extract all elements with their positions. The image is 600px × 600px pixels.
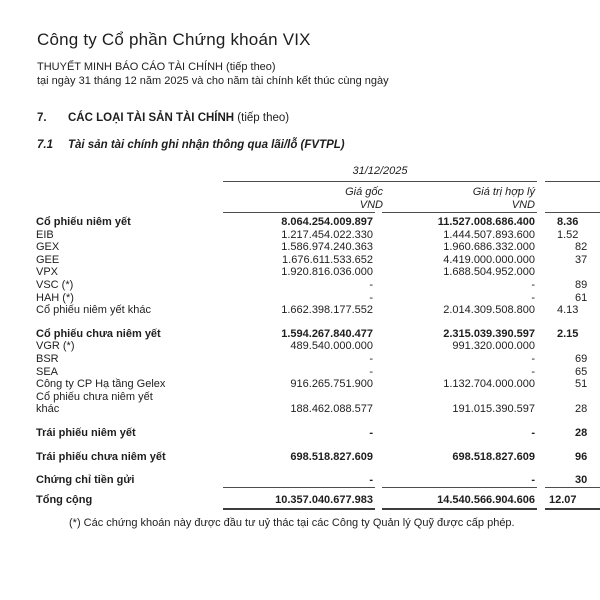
cell-value: 1.960.686.332.000 [443, 241, 535, 254]
column-rule-3 [545, 212, 600, 213]
table-row [36, 340, 600, 353]
cell-value: 191.015.390.597 [452, 403, 535, 416]
table-row [36, 488, 600, 511]
cell-value: 28 [575, 426, 588, 439]
cell-value: 12.07 [545, 494, 600, 511]
row-label: Trái phiếu niêm yết [36, 426, 136, 439]
table-row [36, 304, 600, 317]
column-rule-1 [223, 212, 375, 213]
footnote: (*) Các chứng khoán này được đầu tư uỷ thác tại các Công ty Quản lý Quỹ được cấp phép. [69, 517, 515, 529]
cell-value: 69 [575, 352, 588, 365]
section-heading [37, 112, 289, 124]
cell-value: 1.586.974.240.363 [281, 241, 373, 254]
section-suffix: (tiếp theo) [234, 112, 290, 124]
row-label: GEE [36, 253, 60, 266]
cell-value: - [369, 352, 373, 365]
row-label: GEX [36, 241, 60, 254]
subsection-number: 7.1 [37, 139, 53, 151]
report-date-line: tại ngày 31 tháng 12 năm 2025 và cho năm tài chính kết thúc cùng ngày [37, 75, 389, 87]
section-number: 7. [37, 112, 47, 124]
column-rule-2 [382, 212, 537, 213]
table-row [36, 254, 600, 267]
table-row [36, 463, 600, 488]
cell-value: 1.920.816.036.000 [281, 266, 373, 279]
cell-value: - [223, 474, 375, 488]
cell-value: 82 [575, 241, 588, 254]
cell-value: 11.527.008.686.400 [437, 216, 535, 228]
cell-value: 1.132.704.000.000 [443, 378, 535, 391]
cell-value: - [382, 474, 537, 488]
cell-value: 991.320.000.000 [452, 340, 535, 353]
cell-value: - [369, 278, 373, 291]
cell-value: 10.357.040.677.983 [223, 494, 375, 511]
company-name: Công ty Cổ phần Chứng khoán VIX [37, 30, 311, 49]
row-label: Trái phiếu chưa niêm yết [36, 450, 166, 463]
table-row [36, 378, 600, 391]
table-row [36, 292, 600, 305]
cell-value: 1.52 [557, 228, 579, 241]
cell-value: 30 [545, 474, 600, 488]
section-title: CÁC LOẠI TÀI SẢN TÀI CHÍNH [68, 112, 235, 124]
report-subtitle: THUYẾT MINH BÁO CÁO TÀI CHÍNH (tiếp theo) [37, 61, 276, 73]
cell-value: 14.540.566.904.606 [382, 494, 537, 511]
table-row [36, 391, 600, 416]
row-label: Công ty CP Hạ tầng Gelex [36, 378, 166, 391]
cell-value: 698.518.827.609 [452, 450, 535, 463]
cell-value: 1.594.267.840.477 [281, 327, 373, 340]
cell-value: 2.014.309.508.800 [443, 304, 535, 317]
table-row [36, 317, 600, 341]
row-label: Tổng cộng [36, 493, 93, 506]
header-rule-col3 [545, 181, 600, 182]
cell-value: - [531, 365, 535, 378]
table-row [36, 440, 600, 464]
table-row [36, 279, 600, 292]
cell-value: 489.540.000.000 [290, 340, 373, 353]
table-row [36, 416, 600, 440]
table-row [36, 353, 600, 366]
cell-value: 89 [575, 278, 588, 291]
cell-value: 1.676.611.533.652 [282, 253, 373, 266]
table-date-header: 31/12/2025 [352, 165, 408, 177]
header-rule [223, 181, 537, 182]
cell-value: 51 [575, 378, 588, 391]
cell-value: 61 [575, 291, 588, 304]
table-row [36, 266, 600, 279]
cell-value: - [531, 278, 535, 291]
cell-value: 1.217.454.022.330 [281, 228, 373, 241]
table-row [36, 229, 600, 242]
cell-value: 916.265.751.900 [290, 378, 373, 391]
cell-value: 8.064.254.009.897 [281, 216, 373, 228]
cell-value: 1.662.398.177.552 [281, 304, 373, 317]
cell-value: 37 [575, 253, 588, 266]
cell-value: - [369, 426, 373, 439]
cell-value: 4.419.000.000.000 [443, 253, 535, 266]
financial-assets-table [36, 216, 600, 510]
table-row [36, 366, 600, 379]
table-row [36, 241, 600, 254]
row-label: VGR (*) [36, 340, 75, 353]
row-label: VSC (*) [36, 278, 74, 291]
cell-value: - [531, 291, 535, 304]
row-label: Cổ phiếu niêm yết [36, 216, 131, 228]
row-label: HAH (*) [36, 291, 74, 304]
row-label: Cổ phiếu chưa niêm yết [36, 327, 161, 340]
subsection-title: Tài sản tài chính ghi nhận thông qua lãi/lỗ (FVTPL) [68, 139, 345, 151]
cell-value: 28 [575, 403, 588, 416]
row-label: Cổ phiếu chưa niêm yết khác [36, 390, 153, 416]
table-row [36, 216, 600, 229]
cell-value: 188.462.088.577 [290, 403, 373, 416]
row-label: EIB [36, 228, 54, 241]
cell-value: 2.15 [557, 327, 579, 340]
cell-value: - [531, 352, 535, 365]
cell-value: 1.444.507.893.600 [443, 228, 535, 241]
cell-value: 4.13 [557, 304, 579, 317]
row-label: VPX [36, 266, 59, 279]
row-label: BSR [36, 352, 59, 365]
row-label: Chứng chỉ tiền gửi [36, 474, 135, 487]
cell-value: 96 [575, 450, 588, 463]
row-label: SEA [36, 365, 59, 378]
column-header-fair-value: Giá trị hợp lý VND [472, 186, 535, 211]
cell-value: - [531, 426, 535, 439]
column-header-cost: Giá gốc VND [345, 186, 383, 211]
cell-value: - [369, 291, 373, 304]
cell-value: 1.688.504.952.000 [443, 266, 535, 279]
cell-value: - [369, 365, 373, 378]
cell-value: 698.518.827.609 [290, 450, 373, 463]
cell-value: 8.36 [557, 216, 579, 228]
cell-value: 65 [575, 365, 588, 378]
row-label: Cổ phiếu niêm yết khác [36, 304, 151, 317]
cell-value: 2.315.039.390.597 [443, 327, 535, 340]
subsection-heading [37, 139, 345, 151]
